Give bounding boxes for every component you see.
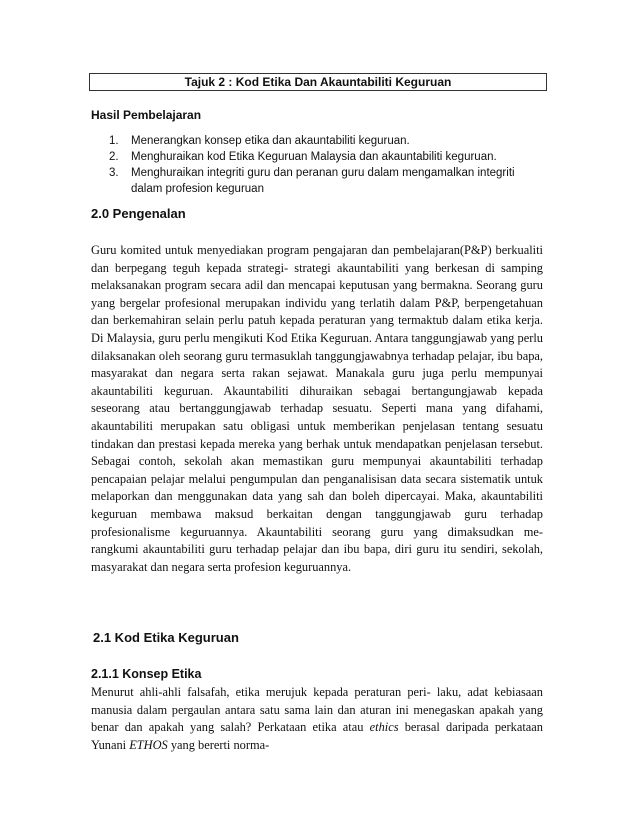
learning-outcomes-list [109,133,549,197]
section-heading-intro: 2.0 Pengenalan [91,206,186,221]
list-item-text: Menerangkan konsep etika dan akauntabiliti keguruan. [131,135,410,147]
learning-outcomes-heading: Hasil Pembelajaran [91,108,202,122]
list-item-text: Menghuraikan kod Etika Keguruan Malaysia dan akauntabiliti keguruan. [131,151,497,163]
subsection-heading-ethics-concept: 2.1.1 Konsep Etika [91,667,202,681]
list-item [109,165,549,197]
list-item [109,133,549,149]
intro-paragraph: Guru komited untuk menyediakan program pengajaran dan pembelajaran(P&P) berkualiti dan berpegang teguh kepada strategi- strategi akauntabiliti yang berkesan di samping melaksanakan program secara adil dan mencapai keputusan yang bermakna. Seorang guru yang bergelar profesional merupakan individu yang terlatih dalam P&P, berpengetahuan dan berkemahiran selain perlu patuh kepada peraturan yang termaktub dalam etika kerja. Di Malaysia, guru perlu mengikuti Kod Etika Keguruan. Antara tanggungjawab yang perlu dilaksanakan oleh seorang guru termasuklah tanggungjawabnya terhadap pelajar, ibu bapa, masyarakat dan negara serta rakan sejawat. Manakala guru juga perlu mempunyai akauntabiliti keguruan. Akauntabiliti dihuraikan sebagai bertangungjawab kepada seseorang atau bertanggungjawab terhadap sesuatu. Seperti mana yang difahami, akauntabiliti merupakan satu obligasi untuk memberikan penjelasan tentang sesuatu tindakan dan prestasi kepada mereka yang berhak untuk mendapatkan penjelasan tersebut. Sebagai contoh, sekolah akan memastikan guru mempunyai akauntabiliti terhadap pencapaian pelajar melalui pengumpulan dan penganalisisan data secara sistematik untuk melaporkan dan menggunakan data yang sah dan boleh dipercayai. Maka, akauntabiliti keguruan membawa maksud berkaitan dengan tanggungjawab guru terhadap profesionalisme keguruannya. Akauntabiliti seorang guru yang dimaksudkan me- rangkumi akauntabiliti guru terhadap pelajar dan ibu bapa, diri guru itu sendiri, sekolah, masyarakat dan negara serta profesion keguruannya. [91,243,543,574]
list-item-number: 3. [109,167,119,179]
document-title: Tajuk 2 : Kod Etika Dan Akauntabiliti Keguruan [89,73,547,91]
list-item [109,149,549,165]
section-heading-code-of-ethics: 2.1 Kod Etika Keguruan [93,630,239,645]
paragraph-text: yang bererti norma- [167,737,270,752]
list-item-number: 2. [109,151,119,163]
emphasis-text: ethics [369,720,399,735]
ethics-concept-paragraph [91,684,543,754]
list-item-text: Menghuraikan integriti guru dan peranan guru dalam mengamalkan integriti dalam profesion keguruan [131,167,515,195]
paragraph-text: berasal daripada perkataan Yunani [91,720,543,752]
paragraph-text: Menurut ahli-ahli falsafah, etika merujuk kepada peraturan peri- laku, adat kebiasaan manusia dalam pergaulan antara satu sama lain dan aturan ini menegaskan apakah yang benar dan apakah yang salah? Perkataan etika atau [91,685,543,735]
list-item-number: 1. [109,135,119,147]
emphasis-text: ETHOS [129,737,168,752]
